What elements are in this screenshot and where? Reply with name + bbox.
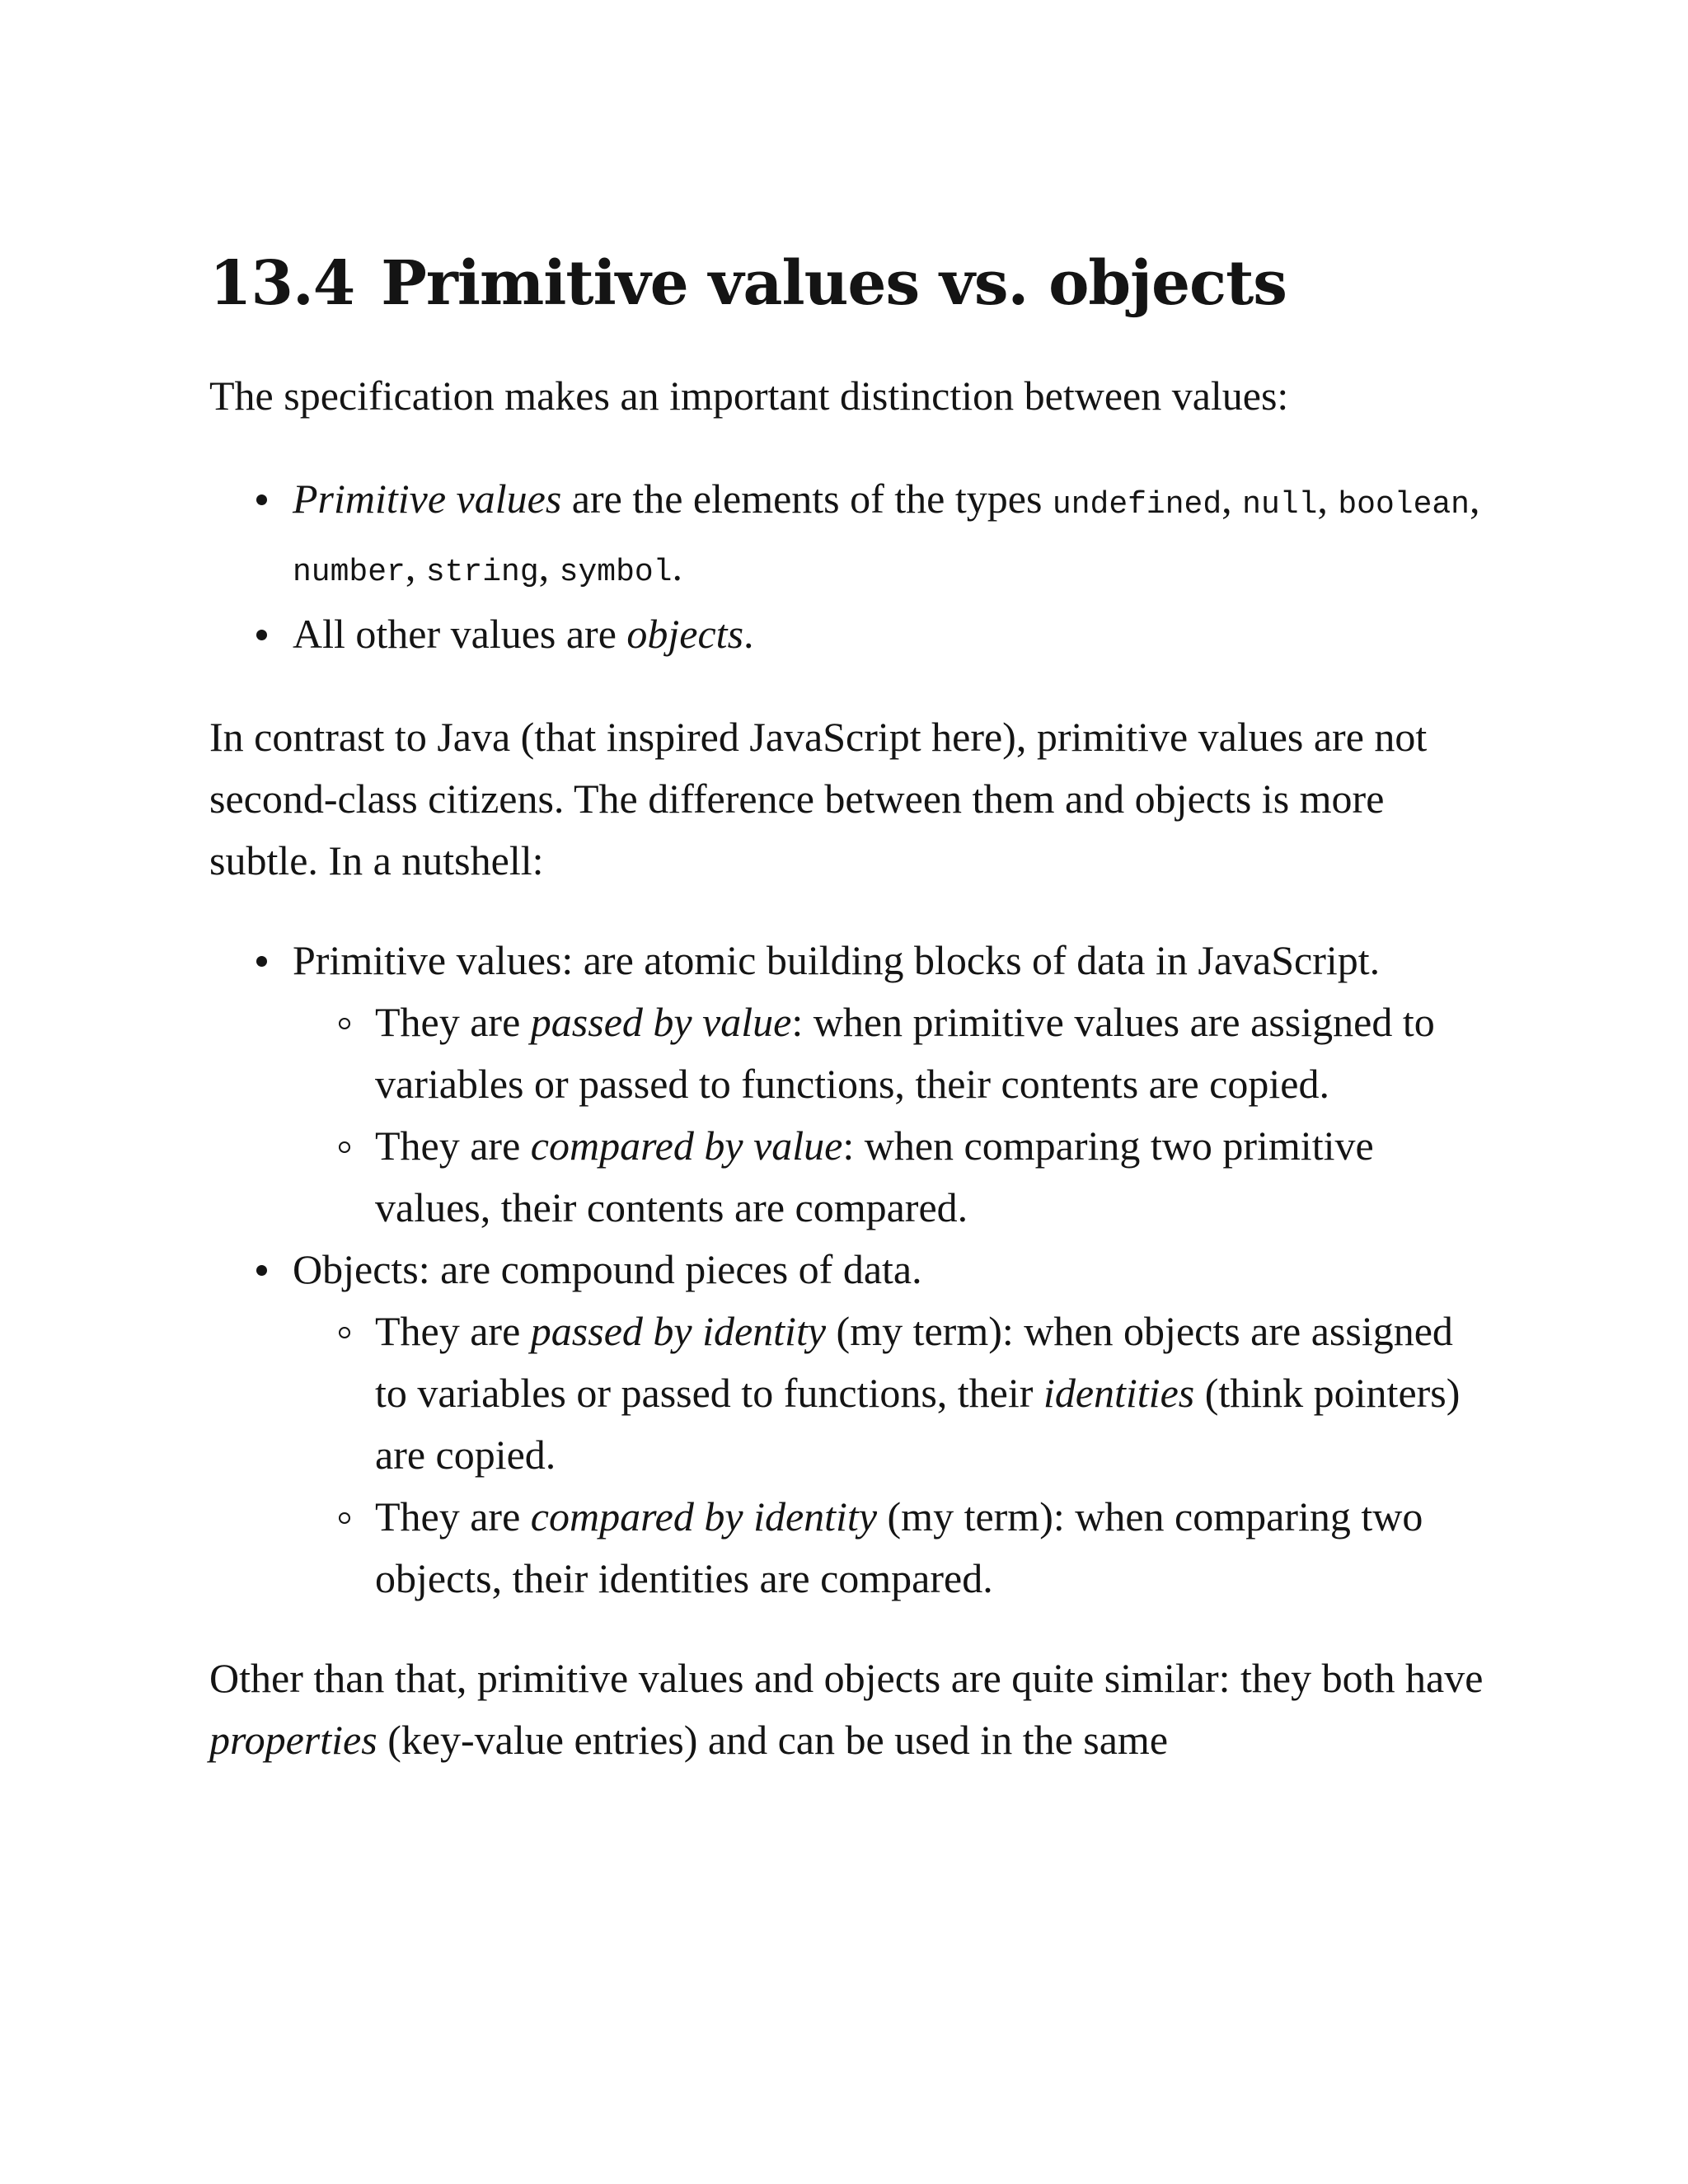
section-number: 13.4 [209, 248, 355, 319]
type-boolean: boolean [1338, 486, 1470, 523]
type-number: number [293, 554, 406, 590]
sublist-item-compared-by-value: They are compared by value: when comparing two primitive values, their contents are compared. [293, 1115, 1495, 1239]
term-compared-by-value: compared by value [530, 1122, 843, 1169]
objects-label: Objects: are compound pieces of data. [293, 1245, 922, 1292]
list-item-objects-nutshell [209, 1239, 1495, 1610]
nutshell-list [209, 930, 1495, 1610]
section-heading [209, 247, 1495, 321]
intro-paragraph: The specification makes an important distinction between values: [209, 372, 1289, 419]
contrast-paragraph: In contrast to Java (that inspired JavaScript here), primitive values are not second-class citizens. The difference between them and objects is more subtle. In a nutshell: [209, 713, 1428, 883]
type-null: null [1242, 486, 1318, 523]
closing-paragraph: Other than that, primitive values and objects are quite similar: they both have properties (key-value entries) and can be used in the same [209, 1654, 1484, 1763]
sublist-item-compared-by-identity: They are compared by identity (my term): when comparing two objects, their identities are compared. [293, 1486, 1495, 1610]
primitives-label: Primitive values: are atomic building blocks of data in JavaScript. [293, 936, 1381, 983]
primitives-sublist [293, 991, 1495, 1239]
type-string: string [425, 554, 539, 590]
term-objects: objects [626, 610, 744, 657]
term-properties: properties [209, 1716, 377, 1763]
sublist-item-passed-by-value: They are passed by value: when primitive values are assigned to variables or passed to functions, their contents are copied. [293, 991, 1495, 1115]
term-passed-by-value: passed by value [530, 998, 792, 1045]
type-symbol: symbol [559, 554, 673, 590]
term-compared-by-identity: compared by identity [530, 1493, 878, 1540]
term-primitive-values: Primitive values [293, 475, 562, 522]
list-item-objects: All other values are objects. [209, 603, 1495, 665]
sublist-item-passed-by-identity: They are passed by identity (my term): when objects are assigned to variables or passed to functions, their identities (think pointers) are copied. [293, 1301, 1495, 1486]
value-kinds-list [209, 468, 1495, 665]
document-page [209, 247, 1495, 1771]
term-identities: identities [1043, 1369, 1195, 1416]
objects-sublist [293, 1301, 1495, 1610]
list-item-primitives [209, 930, 1495, 1239]
term-passed-by-identity: passed by identity [530, 1307, 827, 1354]
list-item-primitive-values: Primitive values are the elements of the types undefined, null, boolean, number, string, symbol. [209, 468, 1495, 603]
section-title: Primitive values vs. objects [381, 248, 1287, 319]
type-undefined: undefined [1052, 486, 1222, 523]
